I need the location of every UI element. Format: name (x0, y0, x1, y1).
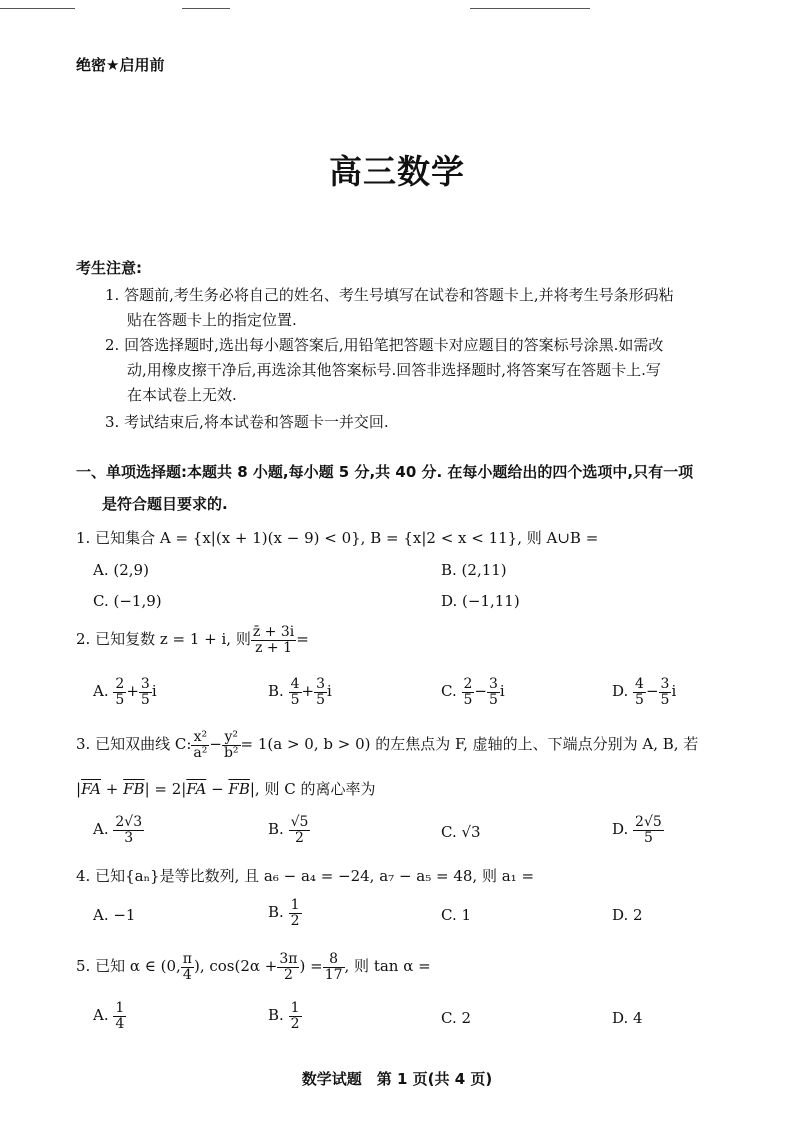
question-2-option-d: D. $\frac{4}{5}$ − $\frac{3}{5}$ i (612, 676, 677, 708)
notice-item-1-cont: 贴在答题卡上的指定位置. (127, 311, 297, 329)
notice-item-2-cont2: 在本试卷上无效. (127, 386, 237, 404)
question-3-option-c: C. √3 (441, 823, 481, 841)
question-3-option-a: A. $\frac{2√3}{3}$ (93, 814, 143, 846)
question-4-option-b: B. $\frac{1}{2}$ (268, 897, 300, 929)
notice-item-3: 3. 考试结束后,将本试卷和答题卡一并交回. (105, 413, 389, 431)
question-5-option-b: B. $\frac{1}{2}$ (268, 1000, 300, 1032)
question-1-option-b: B. (2,11) (441, 561, 507, 579)
question-1-stem: 1. 已知集合 A = {x|(x + 1)(x − 9) < 0}, B = {x|2 < x < 11}, 则 A∪B = (76, 529, 599, 547)
page-footer: 数学试题 第 1 页(共 4 页) (301, 1070, 493, 1088)
question-2-option-a: A. $\frac{2}{5}$ + $\frac{3}{5}$ i (93, 676, 157, 708)
question-1-option-d: D. (−1,11) (441, 592, 520, 610)
question-2-stem: 2. 已知复数 z = 1 + i, 则 $\frac{z̄ + 3i}{z + 1}$ = (76, 624, 309, 656)
question-5-option-a: A. $\frac{1}{4}$ (93, 1000, 125, 1032)
scan-line (182, 8, 230, 9)
question-4-stem: 4. 已知{aₙ}是等比数列, 且 a₆ − a₄ = −24, a₇ − a₅ = 48, 则 a₁ = (76, 867, 535, 885)
section-heading: 一、单项选择题:本题共 8 小题,每小题 5 分,共 40 分. 在每小题给出的四个选项中,只有一项 (76, 463, 694, 481)
question-2-option-c: C. $\frac{2}{5}$ − $\frac{3}{5}$ i (441, 676, 505, 708)
confidential-mark: 绝密★启用前 (76, 56, 165, 74)
question-1-option-a: A. (2,9) (93, 561, 149, 579)
question-3-option-b: B. $\frac{√5}{2}$ (268, 814, 309, 846)
question-2-option-b: B. $\frac{4}{5}$ + $\frac{3}{5}$ i (268, 676, 332, 708)
question-1-option-c: C. (−1,9) (93, 592, 162, 610)
question-5-option-d: D. 4 (612, 1009, 643, 1027)
notice-item-2: 2. 回答选择题时,选出每小题答案后,用铅笔把答题卡对应题目的答案标号涂黑.如需改 (105, 336, 664, 354)
fraction: $\frac{z̄ + 3i}{z + 1}$ (252, 624, 295, 656)
question-3-option-d: D. $\frac{2√5}{5}$ (612, 814, 662, 846)
section-heading-cont: 是符合题目要求的. (102, 495, 228, 513)
question-3-stem-cont: $|\overline{FA} + \overline{FB}| = 2|\overline{FA} - \overline{FB}|$, 则 C 的离心率为 (76, 780, 376, 798)
scan-line (0, 8, 75, 9)
notice-item-2-cont: 动,用橡皮擦干净后,再选涂其他答案标号.回答非选择题时,将答案写在答题卡上.写 (127, 361, 661, 379)
notice-heading: 考生注意: (76, 259, 142, 277)
page-title: 高三数学 (329, 152, 465, 191)
notice-item-1: 1. 答题前,考生务必将自己的姓名、考生号填写在试卷和答题卡上,并将考生号条形码粘 (105, 286, 674, 304)
question-4-option-a: A. −1 (93, 906, 136, 924)
question-4-option-d: D. 2 (612, 906, 643, 924)
question-3-stem: 3. 已知双曲线 C: $\frac{\text{x²}}{\text{a²}}$ − $\frac{\text{y²}}{\text{b²}}$ = 1(a > 0, b > 0) 的左焦点为 F, 虚轴的上、下端点分别为 A, B, 若 (76, 729, 699, 761)
question-5-stem: 5. 已知 α ∈ (0, $\frac{\pi}{4}$ ), cos(2α + $\frac{3\pi}{2}$ ) = $\frac{8}{17}$ , 则 tan α = (76, 951, 431, 983)
question-4-option-c: C. 1 (441, 906, 472, 924)
question-5-option-c: C. 2 (441, 1009, 472, 1027)
scan-line (470, 8, 590, 9)
